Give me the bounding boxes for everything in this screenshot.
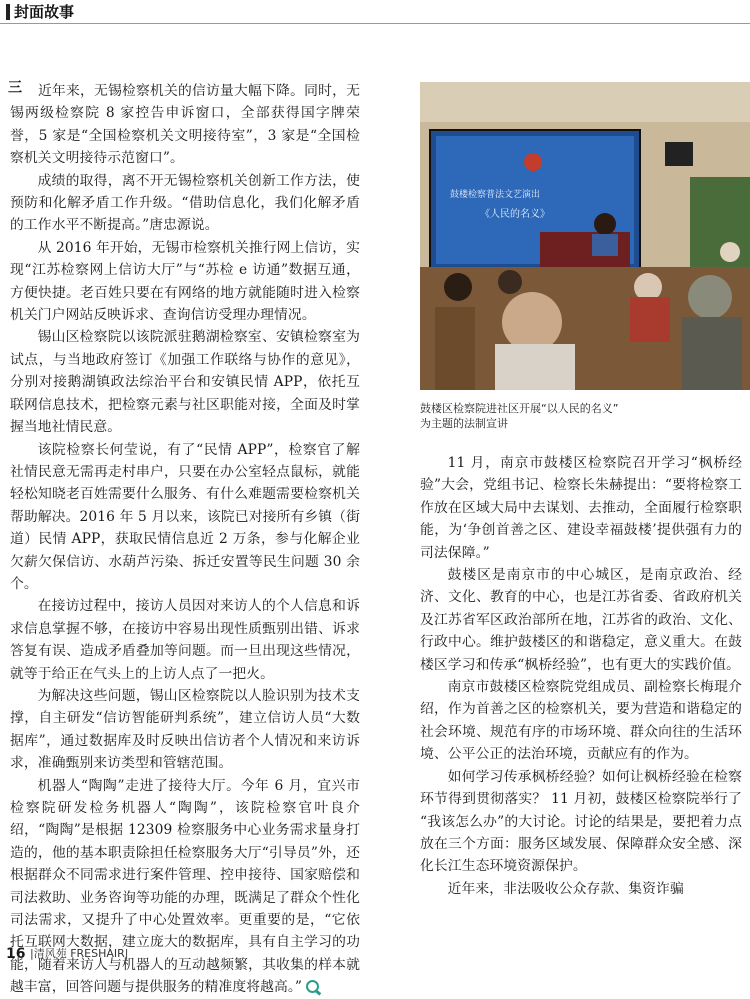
paragraph-text: 机器人“陶陶”走进了接待大厅。今年 6 月，宜兴市检察院研发检务机器人“陶陶”，该院检察官叶良介绍，“陶陶”是根据 12309 检察服务中心业务需求量身打造的，他的基本职责除担任检察服务大厅“引导员”外，还根据群众不同需求进行案件管理、控申接待、国家赔偿和司法救助、业务咨询等功能的办理，既满足了群众个性化司法需求，又提升了中心处置效率。更重要的是，“它依托互联网大数据，建立庞大的数据库，具有自主学习的功能，随着来访人与机器人的互动越频繁，其收集的样本就越丰富，回答问题与提供服务的精准度将越高。” — [10, 777, 360, 996]
section-title: 封面故事 — [14, 3, 75, 21]
caption-line: 鼓楼区检察院进社区开展“以人民的名义” — [420, 402, 619, 415]
lecture-photo-illustration — [420, 82, 750, 390]
paragraph: 近年来，非法吸收公众存款、集资诈骗 — [447, 880, 684, 897]
caption-line: 为主题的法制宣讲 — [420, 417, 508, 430]
screen-text-line2: 《人民的名义》 — [480, 209, 550, 220]
paragraph: 在接访过程中，接访人员因对来访人的个人信息和诉求信息掌握不够，在接访中容易出现性质甄别出错、诉求答复有误、造成矛盾叠加等问题。而一旦出现这些情况，就等于给正在气头上的上访人点了一把火。 — [10, 598, 360, 682]
paragraph: 从 2016 年开始，无锡市检察机关推行网上信访，实现“江苏检察网上信访大厅”与“苏检 e 访通”数据互通，方便快捷。老百姓只要在有网络的地方就能随时进入检察机关门户网站反映诉求、查询信访受理办理情况。 — [10, 239, 361, 324]
photo-caption — [420, 401, 748, 431]
section-number: 三 — [8, 80, 22, 96]
right-column — [420, 452, 742, 900]
paragraph: 为解决这些问题，锡山区检察院以人脸识别为技术支撑，自主研发“信访智能研判系统”，建立信访人员“大数据库”，通过数据库及时反映出信访者个人情况和来访诉求，准确甄别来访类型和管辖范围。 — [10, 687, 360, 772]
paragraph: 成绩的取得，离不开无锡检察机关创新工作方法，使预防和化解矛盾工作升级。“借助信息化，我们化解矛盾的工作水平不断提高。”唐忠源说。 — [10, 172, 360, 234]
paragraph: 鼓楼区是南京市的中心城区，是南京政治、经济、文化、教育的中心，也是江苏省委、省政府机关及江苏省军区政治部所在地，江苏省的政治、文化、行政中心。维护鼓楼区的和谐稳定，意义重大。在鼓楼区学习和传承“枫桥经验”，也有更大的实践价值。 — [420, 567, 742, 673]
lecture-photo — [420, 82, 750, 390]
paragraph: 锡山区检察院以该院派驻鹅湖检察室、安镇检察室为试点，与当地政府签订《加强工作联络与协作的意见》，分别对接鹅湖镇政法综治平台和安镇民情 APP，依托互联网信息技术，把检察元素与社区职能对接，全面及时掌握当地社情民意。 — [10, 329, 360, 436]
page-header — [0, 0, 750, 24]
paragraph: 该院检察长何莹说，有了“民情 APP”，检察官了解社情民意无需再走村串户，只要在办公室轻点鼠标，就能轻松知晓老百姓需要什么服务、有什么难题需要检察机关帮助解决。2016 年 5 月以来，该院已对接所有乡镇（街道）民情 APP，获取民情信息近 2 万条，参与化解企业欠薪欠保信访、水葫芦污染、拆迁安置等民生问题 30 余个。 — [10, 441, 360, 592]
screen-text-line1: 鼓楼检察普法文艺演出 — [450, 190, 541, 200]
header-bar — [6, 4, 10, 20]
page-footer — [0, 944, 750, 964]
paragraph-text: 近年来，无锡检察机关的信访量大幅下降。同时，无锡两级检察院 8 家控告申诉窗口，全部获得国字牌荣誉，5 家是“全国检察机关文明接待室”，3 家是“全国检察机关文明接待示范窗口”。 — [10, 83, 360, 167]
paragraph: 如何学习传承枫桥经验？如何让枫桥经验在检察环节得到贯彻落实？ 11 月初，鼓楼区检察院举行了 “我该怎么办”的大讨论。讨论的结果是，要把着力点放在三个方面：服务区域发展、保障群众安全感、深化长江生态环境资源保护。 — [420, 768, 742, 875]
paragraph — [10, 775, 360, 999]
magazine-name: |清风苑 FRESHAIR| — [30, 947, 129, 960]
paragraph: 南京市鼓楼区检察院党组成员、副检察长梅琨介绍，作为首善之区的检察机关，要为营造和谐稳定的社会环境、规范有序的市场环境、群众向往的生活环境、公平公正的法治环境，贡献应有的作为。 — [420, 679, 742, 763]
paragraph: 11 月，南京市鼓楼区检察院召开学习“枫桥经验”大会，党组书记、检察长朱赫提出：“要将检察工作放在区域大局中去谋划、去推动，全面履行检察职能，为‘争创首善之区、建设幸福鼓楼’提供强有力的司法保障。” — [420, 455, 742, 561]
page-number: 16 — [6, 946, 26, 962]
left-column — [10, 80, 360, 999]
header-divider — [0, 23, 750, 24]
paragraph — [10, 80, 360, 170]
end-of-article-icon — [306, 980, 319, 993]
